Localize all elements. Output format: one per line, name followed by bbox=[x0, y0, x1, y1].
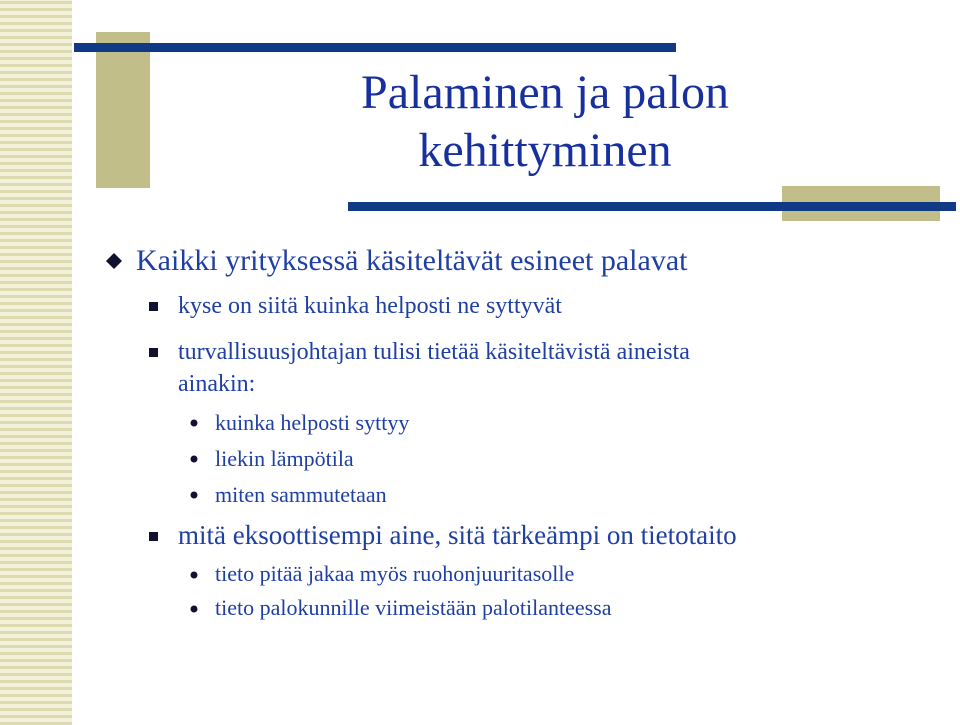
bullet-level3-text: tieto palokunnille viimeistään palotilanteessa bbox=[215, 595, 612, 620]
square-bullet-icon bbox=[149, 532, 158, 541]
bullet-level2-text: mitä eksoottisempi aine, sitä tärkeämpi on tietotaito bbox=[178, 520, 737, 550]
bullet-level3-text: tieto pitää jakaa myös ruohonjuuritasolle bbox=[215, 561, 575, 586]
square-bullet-icon bbox=[149, 302, 158, 311]
square-bullet-icon bbox=[149, 348, 158, 357]
dot-bullet-icon bbox=[190, 419, 198, 427]
dot-bullet-icon bbox=[190, 571, 198, 579]
bullet-level3-text: liekin lämpötila bbox=[215, 446, 354, 471]
bullet-level2-text: kyse on siitä kuinka helposti ne syttyvät bbox=[178, 293, 562, 319]
bullet-level3-text: miten sammutetaan bbox=[215, 482, 387, 507]
dot-bullet-icon bbox=[190, 455, 198, 463]
bullet-level2-text-continuation: ainakin: bbox=[178, 371, 256, 397]
dot-bullet-icon bbox=[190, 605, 198, 613]
tan-block-left bbox=[96, 32, 150, 188]
slide-title bbox=[250, 64, 840, 180]
left-decorative-strip bbox=[0, 0, 72, 725]
title-line-1: Palaminen ja palon bbox=[361, 66, 729, 119]
dot-bullet-icon bbox=[190, 491, 198, 499]
bullet-level2-text: turvallisuusjohtajan tulisi tietää käsiteltävistä aineista bbox=[178, 339, 690, 365]
title-line-2: kehittyminen bbox=[418, 124, 672, 177]
bullet-level3-text: kuinka helposti syttyy bbox=[215, 410, 410, 435]
bottom-blue-bar bbox=[348, 202, 956, 211]
top-blue-bar bbox=[74, 43, 676, 52]
diamond-bullet-icon bbox=[106, 253, 122, 269]
bullet-level1-text: Kaikki yrityksessä käsiteltävät esineet palavat bbox=[136, 244, 688, 277]
